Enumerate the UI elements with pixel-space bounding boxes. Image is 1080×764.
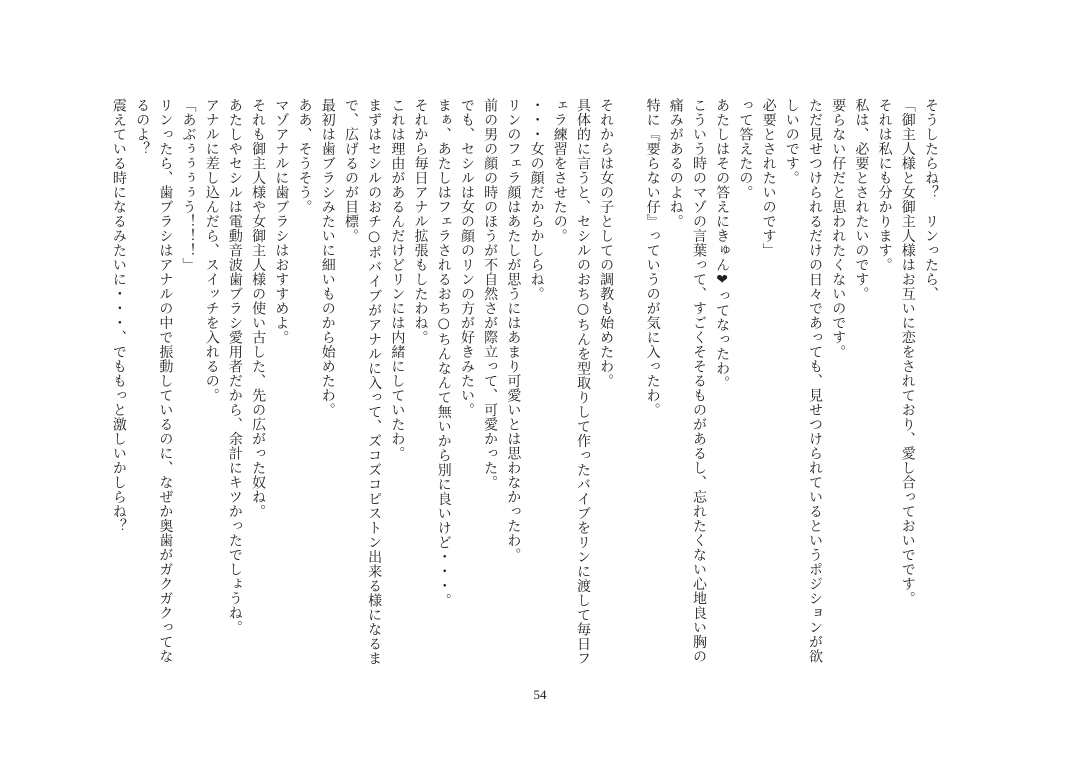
text-line: マゾアナルに歯ブラシはおすすめよ。: [273, 98, 290, 345]
text-line: リンのフェラ顔はあたしが思うにはあまり可愛いとは思わなかったわ。: [505, 98, 522, 562]
text-line: あたしやセシルは電動音波歯ブラシ愛用者だから、余計にキツかったでしょうね。: [226, 98, 243, 635]
text-line: 震えている時になるみたいに・・・、でももっと激しいかしらね？: [110, 98, 127, 533]
text-line: 「あぶぅぅぅぅう！！！」: [180, 98, 197, 272]
text-line: 「御主人様と女御主人様はお互いに恋をされており、愛し合っておいでです。: [899, 98, 916, 606]
text-line: で、広げるのが目標。: [342, 98, 359, 243]
text-line: そうしたらね？ リンったら、: [923, 98, 939, 301]
text-line: 特に『要らない仔』っていうのが気に入ったわ。: [644, 98, 661, 417]
text-line: 痛みがあるのよね。: [667, 98, 684, 229]
text-line: ェラ練習をさせたの。: [551, 98, 568, 243]
text-line: 具体的に言うと、セシルのおち○ちんを型取りして作ったバイブをリンに渡して毎日フ: [574, 98, 591, 666]
text-line: リンったら、歯ブラシはアナルの中で振動しているのに、なぜか奥歯がガクガクってな: [157, 98, 174, 664]
text-line: ただ見せつけられるだけの日々であっても、見せつけられているというポジションが欲: [806, 98, 823, 664]
text-line: アナルに差し込んだら、スイッチを入れるの。: [203, 98, 220, 403]
text-line: それは私にも分かります。: [876, 98, 893, 272]
paragraph-gap: [617, 98, 640, 678]
text-line: って答えたの。: [737, 98, 754, 200]
page-number: 54: [533, 687, 547, 702]
text-line: それも御主人様や女御主人様の使い古した、先の広がった奴ね。: [250, 98, 267, 519]
text-line: これは理由があるんだけどリンには内緒にしていたわ。: [389, 98, 406, 461]
text-line: ・・・女の顔だからかしらね。: [528, 98, 545, 301]
text-line: それからは女の子としての調教も始めたわ。: [598, 98, 615, 388]
text-line: でも、セシルは女の顔のリンの方が好きみたい。: [458, 98, 475, 417]
text-line: 要らない仔だと思われたくないのです。: [830, 98, 847, 359]
text-line: それから毎日アナル拡張もしたわね。: [412, 98, 429, 345]
text-line: ああ、そうそう。: [296, 98, 313, 214]
body-text: [107, 98, 942, 678]
text-line: 私は、必要とされたいのです。: [853, 98, 870, 301]
text-line: 必要とされたいのです」: [760, 98, 777, 258]
text-line: 最初は歯ブラシみたいに細いものから始めたわ。: [319, 98, 336, 417]
text-line: まずはセシルのおチ○ポバイブがアナルに入って、ズコズコピストン出来る様になるま: [366, 98, 383, 666]
text-line: まぁ、あたしはフェラされるおち○ちんなんて無いから別に良いけど・・・。: [435, 98, 452, 608]
text-line: こういう時のマゾの言葉って、すごくそそるものがあるし、忘れたくない心地良い胸の: [690, 98, 707, 664]
text-line: しいのです。: [783, 98, 800, 185]
text-line: 前の男の顔の時のほうが不自然さが際立って、可愛かった。: [482, 98, 499, 490]
text-line: あたしはその答えにきゅん❤ってなったわ。: [714, 98, 731, 390]
text-line: るのよ？: [134, 98, 151, 156]
